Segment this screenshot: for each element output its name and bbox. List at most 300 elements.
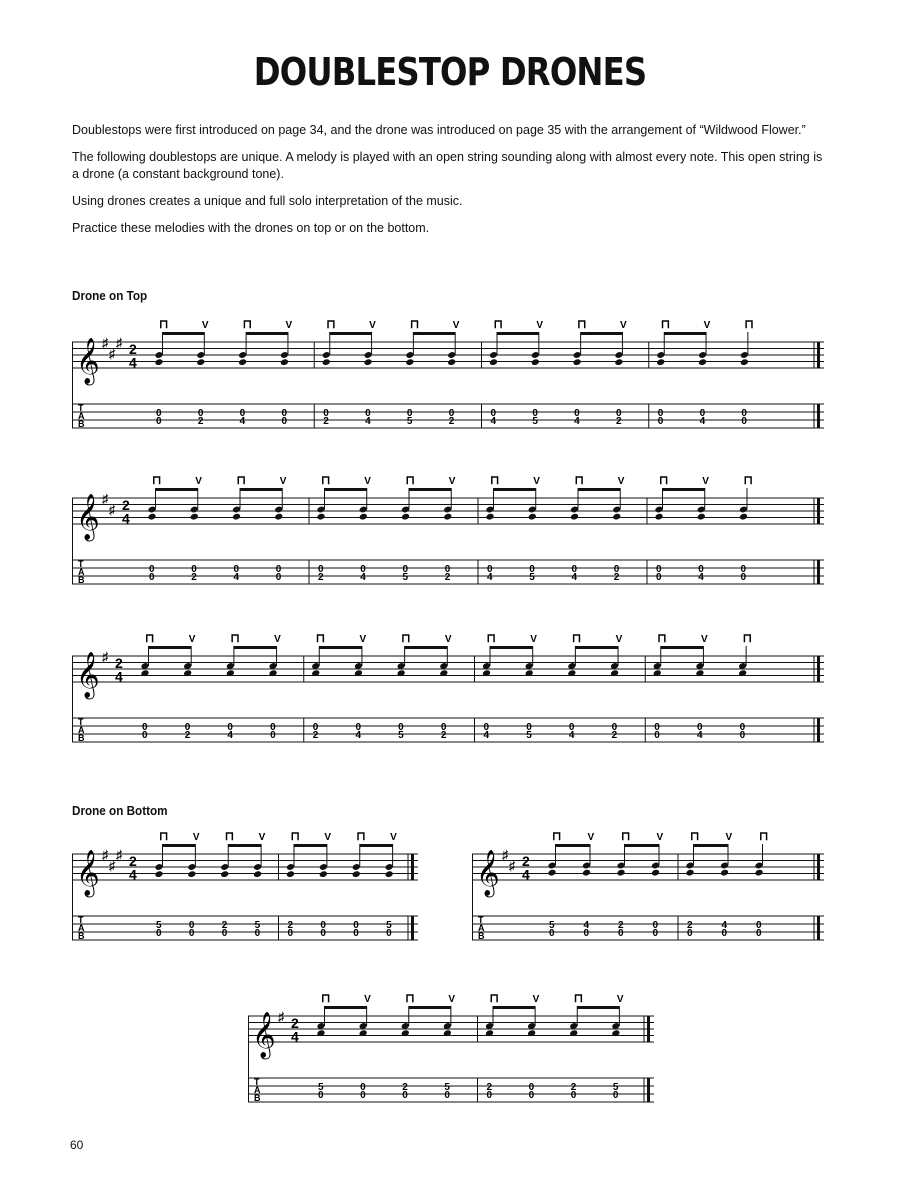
- note-beam: [294, 844, 327, 847]
- tab-fret-number: 2: [312, 730, 319, 741]
- final-barline: [817, 560, 820, 584]
- tab-fret-number: 0: [583, 928, 590, 939]
- sharp-icon: ♯: [278, 1009, 285, 1024]
- music-system: [72, 632, 824, 772]
- tab-label: B: [78, 733, 85, 743]
- tab-label: A: [254, 1085, 261, 1095]
- notehead: [697, 513, 706, 521]
- sharp-icon: ♯: [102, 491, 109, 506]
- tab-fret-number: 0: [227, 722, 233, 733]
- tab-fret-number: 0: [360, 1090, 366, 1101]
- tab-fret-number: 2: [618, 920, 624, 931]
- tab-fret-number: 0: [483, 722, 490, 733]
- upstroke-icon: V: [324, 832, 332, 843]
- tab-fret-number: 0: [184, 722, 191, 733]
- tab-label: T: [78, 915, 84, 925]
- tab-fret-number: 0: [323, 408, 329, 419]
- note-beam: [163, 332, 205, 335]
- sharp-icon: ♯: [116, 334, 123, 350]
- time-signature-bottom: 4: [122, 510, 130, 527]
- tab-fret-number: 5: [406, 416, 413, 427]
- section-heading-drone-on-top: Drone on Top: [72, 288, 148, 303]
- upstroke-icon: V: [617, 476, 625, 487]
- notehead: [154, 358, 163, 366]
- upstroke-icon: V: [656, 832, 664, 843]
- upstroke-icon: V: [444, 634, 452, 645]
- downstroke-icon: ⊓: [493, 318, 503, 331]
- downstroke-icon: ⊓: [145, 632, 155, 645]
- notehead: [401, 513, 410, 521]
- tab-fret-number: 0: [444, 1090, 450, 1101]
- tab-fret-number: 0: [532, 408, 538, 419]
- tab-fret-number: 0: [657, 416, 664, 427]
- tab-fret-number: 0: [398, 722, 404, 733]
- upstroke-icon: V: [364, 994, 371, 1005]
- tab-fret-number: 0: [239, 408, 246, 419]
- tab-fret-number: 0: [699, 408, 706, 419]
- tab-fret-number: 0: [386, 928, 392, 939]
- time-signature-bottom: 4: [129, 354, 137, 371]
- tab-fret-number: 0: [355, 722, 361, 733]
- tab-fret-number: 4: [698, 572, 704, 583]
- downstroke-icon: ⊓: [486, 632, 496, 645]
- treble-clef-icon: 𝄞: [76, 495, 100, 539]
- notehead: [489, 358, 498, 366]
- notehead: [614, 358, 623, 366]
- note-beam: [661, 646, 704, 649]
- tab-fret-number: 0: [281, 416, 287, 427]
- tab-fret-number: 0: [574, 408, 580, 419]
- notehead: [656, 358, 665, 366]
- notehead: [654, 513, 663, 521]
- music-system: [72, 474, 824, 614]
- sharp-icon: ♯: [102, 335, 109, 350]
- note-beam: [149, 646, 192, 649]
- downstroke-icon: ⊓: [290, 830, 300, 843]
- tab-fret-number: 0: [360, 564, 366, 575]
- tab-fret-number: 0: [142, 722, 148, 733]
- tab-fret-number: 0: [287, 928, 294, 939]
- note-beam: [625, 844, 660, 847]
- upstroke-icon: V: [448, 994, 456, 1005]
- tab-fret-number: 0: [490, 408, 497, 419]
- downstroke-icon: ⊓: [577, 318, 587, 331]
- tab-fret-number: 0: [741, 408, 747, 419]
- tab-fret-number: 5: [444, 1082, 450, 1093]
- notehead: [651, 869, 660, 877]
- notehead: [685, 869, 694, 877]
- upstroke-icon: V: [285, 320, 293, 331]
- downstroke-icon: ⊓: [321, 474, 331, 487]
- tab-fret-number: 0: [487, 564, 493, 575]
- tab-fret-number: 0: [687, 928, 693, 939]
- sharp-icon: ♯: [502, 847, 509, 862]
- tab-fret-number: 0: [188, 928, 195, 939]
- staff-system-svg: [72, 318, 824, 458]
- tab-fret-number: 0: [275, 572, 282, 583]
- note-beam: [663, 488, 705, 491]
- downstroke-icon: ⊓: [159, 830, 169, 843]
- tab-fret-number: 0: [320, 928, 326, 939]
- tab-fret-number: 2: [687, 920, 693, 931]
- upstroke-icon: V: [619, 320, 627, 331]
- tab-label: T: [78, 403, 84, 413]
- note-beam: [405, 646, 448, 649]
- final-barline: [647, 1016, 650, 1042]
- tab-fret-number: 5: [156, 920, 162, 931]
- upstroke-icon: V: [700, 634, 708, 645]
- tab-fret-number: 0: [149, 564, 155, 575]
- upstroke-icon: V: [536, 320, 543, 331]
- notehead: [720, 869, 729, 877]
- tab-fret-number: 0: [654, 722, 660, 733]
- note-beam: [360, 844, 393, 847]
- notehead: [232, 513, 241, 521]
- note-beam: [413, 332, 455, 335]
- tab-fret-number: 4: [355, 730, 361, 741]
- tab-fret-number: 0: [402, 564, 409, 575]
- time-signature-top: 2: [291, 1015, 299, 1031]
- upstroke-icon: V: [279, 476, 287, 487]
- tab-fret-number: 4: [490, 416, 497, 427]
- notehead: [319, 870, 328, 878]
- treble-clef-icon: 𝄞: [476, 851, 500, 895]
- tab-fret-number: 5: [402, 572, 409, 583]
- page-title: DOUBLESTOP DRONES: [253, 50, 647, 94]
- tab-fret-number: 0: [156, 408, 162, 419]
- downstroke-icon: ⊓: [660, 318, 671, 331]
- downstroke-icon: ⊓: [230, 632, 240, 645]
- tab-fret-number: 0: [739, 722, 746, 733]
- tab-label: B: [78, 419, 85, 429]
- note-beam: [490, 646, 533, 649]
- downstroke-icon: ⊓: [690, 830, 700, 843]
- treble-clef-icon: 𝄞: [252, 1013, 276, 1057]
- final-barline: [817, 656, 820, 682]
- tab-fret-number: 0: [270, 730, 276, 741]
- tab-fret-number: 4: [360, 572, 366, 583]
- time-signature-top: 2: [122, 497, 130, 513]
- time-signature-top: 2: [129, 341, 137, 357]
- sharp-icon: ♯: [109, 501, 116, 517]
- tab-fret-number: 0: [756, 920, 762, 931]
- downstroke-icon: ⊓: [489, 992, 499, 1005]
- note-beam: [694, 844, 729, 847]
- tab-fret-number: 0: [696, 722, 703, 733]
- tab-fret-number: 0: [528, 1090, 535, 1101]
- sharp-icon: ♯: [109, 345, 116, 361]
- downstroke-icon: ⊓: [744, 318, 754, 331]
- tab-fret-number: 0: [318, 1090, 324, 1101]
- note-beam: [156, 488, 198, 491]
- notehead: [570, 513, 579, 521]
- tab-fret-number: 4: [568, 730, 575, 741]
- notehead: [443, 513, 452, 521]
- tab-fret-number: 4: [699, 416, 706, 427]
- tab-label: T: [78, 717, 84, 727]
- tab-fret-number: 4: [583, 920, 590, 931]
- music-system: [72, 830, 418, 970]
- final-barline: [647, 1078, 650, 1102]
- notehead: [286, 870, 295, 878]
- note-beam: [325, 488, 367, 491]
- note-beam: [409, 488, 451, 491]
- notehead: [253, 870, 262, 878]
- tab-fret-number: 2: [402, 1082, 408, 1093]
- tab-fret-number: 0: [275, 564, 282, 575]
- sharp-icon: ♯: [102, 847, 109, 862]
- notehead: [385, 870, 394, 878]
- upstroke-icon: V: [448, 476, 456, 487]
- time-signature-top: 2: [129, 853, 137, 869]
- downstroke-icon: ⊓: [409, 318, 420, 331]
- tab-fret-number: 2: [613, 572, 620, 583]
- tab-fret-number: 0: [740, 572, 747, 583]
- upstroke-icon: V: [201, 320, 209, 331]
- tab-label: T: [78, 559, 84, 569]
- note-beam: [577, 1006, 619, 1009]
- downstroke-icon: ⊓: [242, 318, 252, 331]
- tab-fret-number: 0: [318, 564, 324, 575]
- note-beam: [497, 332, 539, 335]
- notehead: [187, 870, 196, 878]
- final-barline: [817, 718, 820, 742]
- tab-fret-number: 4: [227, 730, 233, 741]
- notehead: [573, 358, 582, 366]
- tab-fret-number: 4: [487, 572, 493, 583]
- tab-fret-number: 0: [571, 564, 578, 575]
- time-signature-bottom: 4: [522, 866, 530, 883]
- upstroke-icon: V: [533, 476, 540, 487]
- downstroke-icon: ⊓: [152, 474, 162, 487]
- notehead: [739, 513, 748, 521]
- tab-fret-number: 0: [353, 928, 359, 939]
- upstroke-icon: V: [703, 320, 711, 331]
- upstroke-icon: V: [274, 634, 281, 645]
- upstroke-icon: V: [364, 476, 371, 487]
- downstroke-icon: ⊓: [159, 318, 169, 331]
- upstroke-icon: V: [192, 832, 200, 843]
- downstroke-icon: ⊓: [759, 830, 769, 843]
- tab-fret-number: 0: [656, 572, 662, 583]
- notehead: [359, 513, 368, 521]
- treble-clef-icon: 𝄞: [76, 851, 100, 895]
- tab-fret-number: 0: [526, 722, 532, 733]
- note-beam: [578, 488, 620, 491]
- note-beam: [409, 1006, 451, 1009]
- downstroke-icon: ⊓: [236, 474, 246, 487]
- tab-fret-number: 2: [287, 920, 294, 931]
- tab-fret-number: 4: [233, 572, 240, 583]
- sharp-icon: ♯: [509, 857, 516, 873]
- note-beam: [319, 646, 362, 649]
- notehead: [316, 513, 325, 521]
- tab-fret-number: 0: [657, 408, 664, 419]
- upstroke-icon: V: [616, 994, 624, 1005]
- tab-label: T: [254, 1077, 260, 1087]
- upstroke-icon: V: [369, 320, 376, 331]
- notehead: [582, 869, 591, 877]
- tab-fret-number: 2: [184, 730, 191, 741]
- downstroke-icon: ⊓: [405, 992, 415, 1005]
- note-beam: [493, 1006, 535, 1009]
- sharp-icon: ♯: [109, 857, 116, 873]
- tab-fret-number: 0: [448, 408, 455, 419]
- downstroke-icon: ⊓: [552, 830, 562, 843]
- note-beam: [240, 488, 282, 491]
- tab-fret-number: 0: [528, 1082, 535, 1093]
- tab-fret-number: 2: [318, 572, 324, 583]
- upstroke-icon: V: [530, 634, 537, 645]
- tab-fret-number: 2: [611, 730, 618, 741]
- tab-label: T: [478, 915, 484, 925]
- tab-fret-number: 0: [440, 722, 447, 733]
- note-beam: [556, 844, 591, 847]
- final-barline: [817, 916, 820, 940]
- downstroke-icon: ⊓: [326, 318, 336, 331]
- downstroke-icon: ⊓: [574, 474, 584, 487]
- tab-fret-number: 5: [386, 920, 392, 931]
- time-signature-top: 2: [522, 853, 530, 869]
- downstroke-icon: ⊓: [743, 474, 753, 487]
- tab-label: B: [78, 575, 85, 585]
- staff-system-svg: [72, 632, 824, 772]
- tab-fret-number: 0: [740, 564, 747, 575]
- time-signature-top: 2: [115, 655, 123, 671]
- tab-fret-number: 0: [270, 722, 276, 733]
- notehead: [147, 513, 156, 521]
- tab-fret-number: 0: [406, 408, 413, 419]
- note-beam: [163, 844, 196, 847]
- tab-fret-number: 4: [239, 416, 246, 427]
- tab-label: B: [254, 1093, 261, 1103]
- tab-fret-number: 0: [656, 564, 662, 575]
- tab-fret-number: 0: [188, 920, 195, 931]
- upstroke-icon: V: [390, 832, 397, 843]
- downstroke-icon: ⊓: [659, 474, 669, 487]
- staff-system-svg: [72, 474, 824, 614]
- tab-fret-number: 0: [360, 1082, 366, 1093]
- notehead: [754, 869, 763, 877]
- tab-fret-number: 4: [571, 572, 578, 583]
- tab-fret-number: 5: [398, 730, 404, 741]
- tab-fret-number: 2: [440, 730, 447, 741]
- final-barline: [817, 498, 820, 524]
- notehead: [547, 869, 556, 877]
- tab-fret-number: 2: [615, 416, 622, 427]
- final-barline: [817, 342, 820, 368]
- tab-fret-number: 4: [574, 416, 580, 427]
- tab-fret-number: 5: [549, 920, 555, 931]
- tab-label: A: [78, 567, 85, 577]
- tab-label: B: [478, 931, 485, 941]
- tab-fret-number: 0: [618, 928, 624, 939]
- tab-fret-number: 2: [197, 416, 204, 427]
- note-beam: [325, 1006, 367, 1009]
- notehead: [274, 513, 283, 521]
- downstroke-icon: ⊓: [621, 830, 631, 843]
- tab-fret-number: 5: [526, 730, 532, 741]
- tab-fret-number: 0: [611, 722, 618, 733]
- notehead: [405, 358, 414, 366]
- notehead: [364, 358, 373, 366]
- tab-fret-number: 2: [191, 572, 197, 583]
- music-system: [72, 318, 824, 458]
- intro-paragraph: Practice these melodies with the drones on top or on the bottom.: [72, 221, 430, 235]
- tab-fret-number: 0: [156, 928, 162, 939]
- tab-fret-number: 0: [233, 564, 240, 575]
- downstroke-icon: ⊓: [742, 632, 752, 645]
- tab-fret-number: 0: [353, 920, 359, 931]
- time-signature-bottom: 4: [115, 668, 123, 685]
- notehead: [740, 358, 749, 366]
- sharp-icon: ♯: [116, 846, 123, 862]
- page-number: 60: [70, 1138, 84, 1152]
- notehead: [322, 358, 331, 366]
- treble-clef-icon: 𝄞: [76, 653, 100, 697]
- sharp-icon: ♯: [102, 649, 109, 664]
- intro-paragraph: The following doublestops are unique. A melody is played with an open string sounding along with almost every note. This open string is a drone (a constant background tone).: [72, 150, 823, 181]
- notehead: [352, 870, 361, 878]
- downstroke-icon: ⊓: [321, 992, 331, 1005]
- tab-fret-number: 0: [281, 408, 287, 419]
- tab-fret-number: 0: [402, 1090, 408, 1101]
- tab-fret-number: 5: [612, 1082, 619, 1093]
- downstroke-icon: ⊓: [573, 992, 584, 1005]
- tab-label: A: [78, 923, 85, 933]
- tab-fret-number: 2: [221, 920, 228, 931]
- upstroke-icon: V: [188, 634, 196, 645]
- upstroke-icon: V: [258, 832, 266, 843]
- tab-fret-number: 2: [448, 416, 455, 427]
- downstroke-icon: ⊓: [356, 830, 366, 843]
- time-signature-bottom: 4: [291, 1028, 299, 1045]
- tab-fret-number: 0: [721, 928, 728, 939]
- tab-fret-number: 0: [756, 928, 762, 939]
- downstroke-icon: ⊓: [405, 474, 415, 487]
- tab-label: B: [78, 931, 85, 941]
- tab-fret-number: 0: [652, 920, 659, 931]
- staff-system-svg: [472, 830, 824, 970]
- tab-fret-number: 0: [698, 564, 704, 575]
- tab-fret-number: 0: [741, 416, 747, 427]
- downstroke-icon: ⊓: [315, 632, 326, 645]
- upstroke-icon: V: [615, 634, 623, 645]
- tab-fret-number: 4: [721, 920, 728, 931]
- note-beam: [575, 646, 618, 649]
- tab-fret-number: 5: [532, 416, 538, 427]
- tab-fret-number: 5: [318, 1082, 324, 1093]
- notehead: [190, 513, 199, 521]
- music-system: [248, 992, 654, 1132]
- upstroke-icon: V: [359, 634, 367, 645]
- notehead: [616, 869, 625, 877]
- upstroke-icon: V: [195, 476, 202, 487]
- note-beam: [494, 488, 536, 491]
- tab-fret-number: 0: [365, 408, 371, 419]
- upstroke-icon: V: [532, 994, 540, 1005]
- notehead: [528, 513, 537, 521]
- downstroke-icon: ⊓: [401, 632, 411, 645]
- tab-fret-number: 0: [615, 408, 622, 419]
- tab-fret-number: 0: [549, 928, 555, 939]
- notehead: [280, 358, 289, 366]
- notehead: [698, 358, 707, 366]
- tab-fret-number: 0: [312, 722, 319, 733]
- tab-fret-number: 0: [570, 1090, 577, 1101]
- tab-fret-number: 4: [696, 730, 703, 741]
- tab-fret-number: 2: [444, 572, 451, 583]
